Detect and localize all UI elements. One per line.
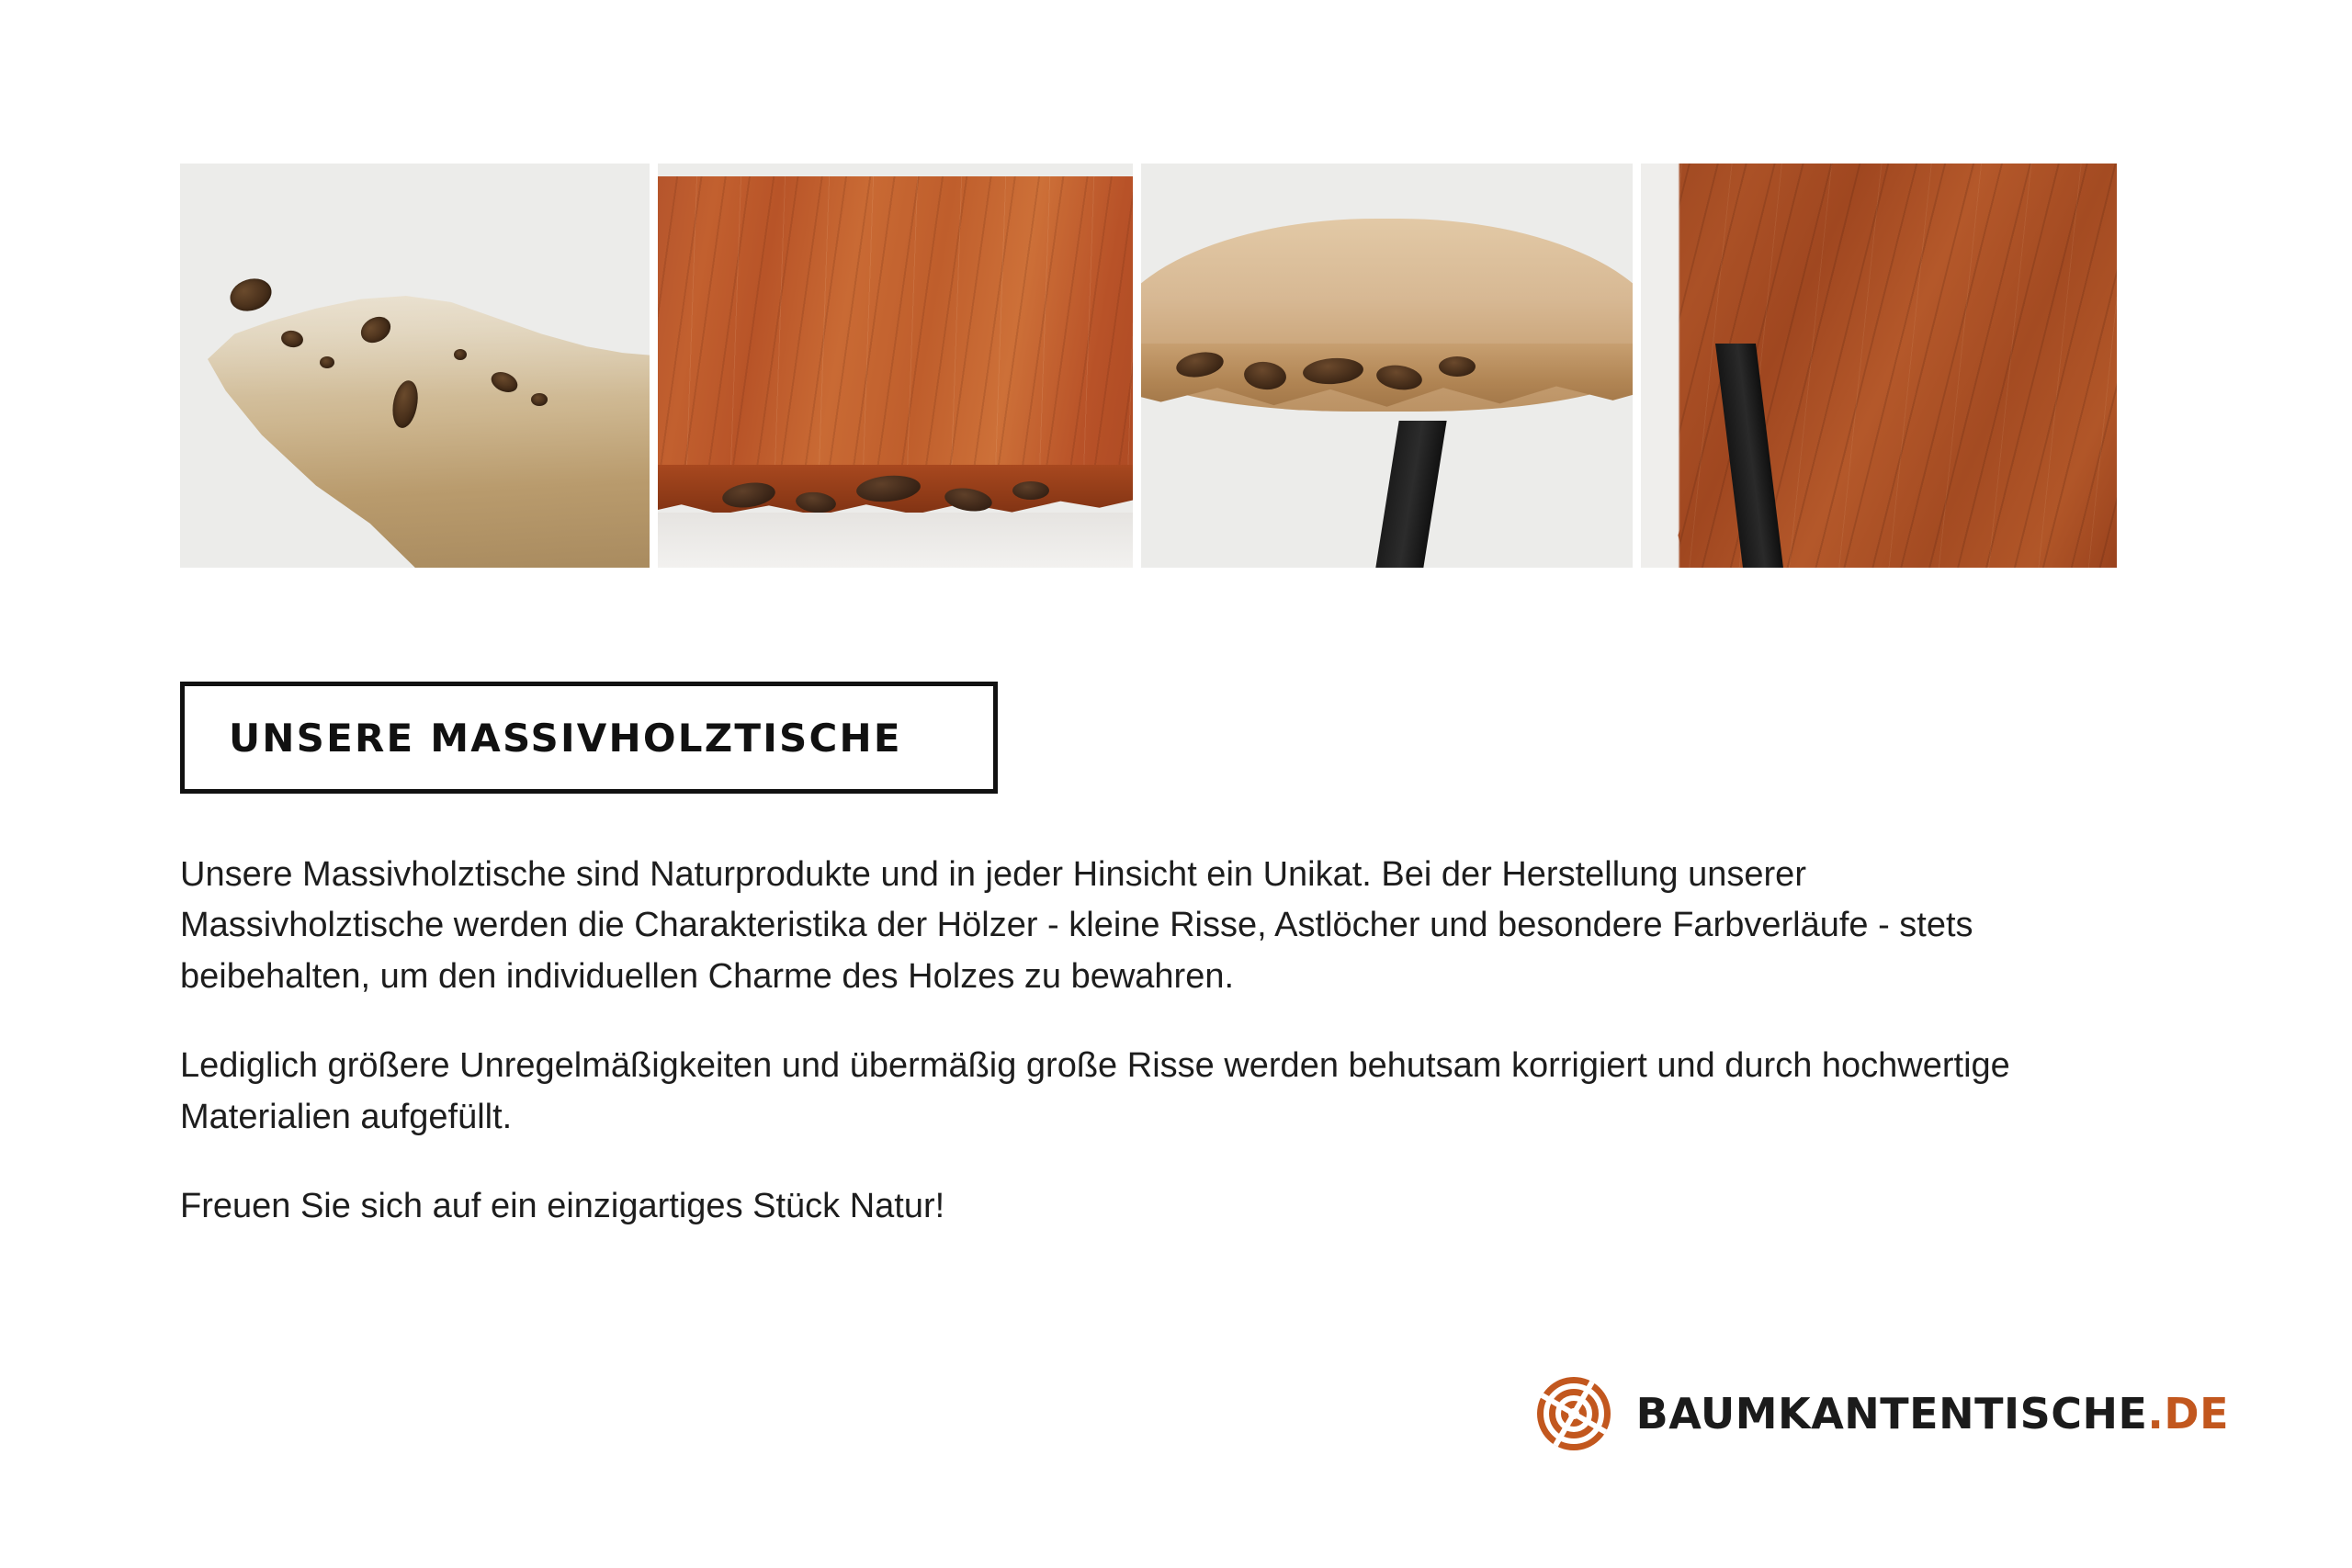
- product-detail-photo-strip: [180, 164, 2225, 568]
- wood-slab-photo: [180, 164, 650, 568]
- wood-slab-photo-graphic: [1141, 164, 1633, 568]
- body-copy: [180, 850, 2045, 1233]
- wood-slab-photo: [1641, 164, 2117, 568]
- paragraph: Lediglich größere Unregelmäßigkeiten und übermäßig große Risse werden behutsam korrigiert und durch hochwertige Materialien aufgefüllt.: [180, 1046, 2010, 1136]
- filled-crack: [1439, 356, 1476, 377]
- knot-hole: [531, 393, 548, 406]
- slab-shape: [208, 252, 650, 568]
- wood-slab-photo-graphic: [1641, 164, 2117, 568]
- brand-logo: [1535, 1375, 2229, 1452]
- photo-backdrop: [658, 513, 1133, 568]
- wood-slab-photo: [1141, 164, 1633, 568]
- slab-shape: [658, 176, 1133, 489]
- slab-shape: [1641, 164, 2117, 568]
- wood-slab-photo-graphic: [658, 164, 1133, 568]
- paragraph: Unsere Massivholztische sind Naturprodukte und in jeder Hinsicht ein Unikat. Bei der Herstellung unserer Massivholztische werden die Charakteristika der Hölzer - kleine Risse, Astlöcher und besondere Farbverläufe - stets beibehalten, um den individuellen Charme des Holzes zu bewahren.: [180, 855, 1973, 996]
- baumkantentische-spiral-logo-icon: [1535, 1375, 1612, 1452]
- filled-crack: [1012, 481, 1049, 500]
- headline-box: [180, 682, 998, 794]
- paragraph: Freuen Sie sich auf ein einzigartiges Stück Natur!: [180, 1187, 945, 1226]
- brand-tld: .DE: [2147, 1389, 2229, 1438]
- knot-hole: [454, 349, 467, 360]
- brand-name-text: BAUMKANTENTISCHE: [1635, 1389, 2148, 1438]
- wood-grain-texture: [1641, 164, 2117, 568]
- wood-grain-texture: [658, 176, 1133, 489]
- wood-slab-photo-graphic: [180, 164, 650, 568]
- wood-slab-photo: [658, 164, 1133, 568]
- page-title: UNSERE MASSIVHOLZTISCHE: [229, 715, 902, 761]
- knot-hole: [320, 356, 334, 368]
- table-leg: [1375, 421, 1446, 568]
- knot-hole: [226, 274, 276, 317]
- brand-name: [1636, 1389, 2229, 1438]
